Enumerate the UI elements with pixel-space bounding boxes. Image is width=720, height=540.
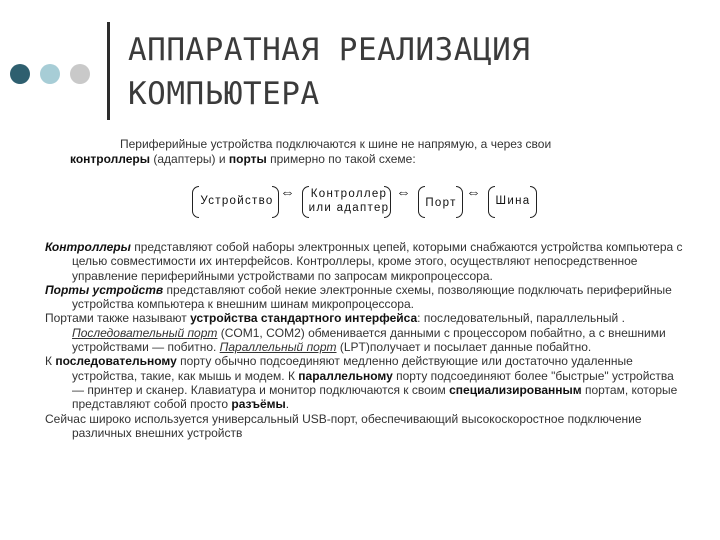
paragraph-text: порту обычно подсоединяют медленно действующие или достаточно удаленные устройства, такие, как мышь и модем. К bbox=[72, 354, 633, 383]
intro-text bbox=[70, 137, 670, 167]
dot-gray bbox=[70, 64, 90, 84]
bracket-right bbox=[384, 186, 391, 218]
diagram-device: Устройство bbox=[200, 195, 274, 207]
connection-diagram bbox=[0, 186, 720, 222]
dot-light-blue bbox=[40, 64, 60, 84]
paragraph-usb bbox=[45, 412, 685, 441]
body-text bbox=[45, 240, 685, 440]
term-standard-interface: устройства стандартного интерфейса bbox=[190, 311, 418, 326]
paragraph-controllers bbox=[45, 240, 685, 283]
intro-bold-controllers: контроллеры bbox=[70, 152, 151, 166]
paragraph-standard-interface bbox=[45, 311, 685, 354]
intro-line-2 bbox=[70, 152, 670, 167]
term-serial-port: Последовательный порт bbox=[72, 325, 218, 340]
paragraph-text: порту подсоединяют более "быстрые" устройства — принтер и сканер. Клавиатура и монитор подключаются к своим bbox=[72, 368, 674, 397]
paragraph-text: представляют собой некие электронные схемы, позволяющие подключать периферийные устройства компьютера к внешним шинам микропроцессора. bbox=[72, 282, 672, 312]
term-controllers: Контроллеры bbox=[45, 240, 131, 254]
intro-text-2: (адаптеры) и bbox=[150, 152, 229, 166]
term-specialized: специализированным bbox=[449, 382, 582, 397]
intro-bold-ports: порты bbox=[228, 152, 267, 166]
double-arrow-icon: ⇔ bbox=[280, 184, 295, 201]
paragraph-text: . bbox=[285, 397, 290, 412]
paragraph-text: Сейчас широко используется универсальный USB-порт, обеспечивающий высокоскоростное подключение различных внешних устройств bbox=[45, 411, 642, 440]
paragraph-text: представляют собой наборы электронных цепей, которыми снабжаются устройства компьютера с целью совместимости их интерфейсов. Контроллеры, кроме этого, осуществляют непосредственное управление периферийными устройствами по запросам микропроцессора. bbox=[72, 240, 683, 283]
double-arrow-icon: ⇔ bbox=[396, 184, 411, 201]
title-line-2: КОМПЬЮТЕРА bbox=[128, 76, 320, 112]
term-serial: последовательному bbox=[55, 354, 177, 369]
paragraph-text: К bbox=[45, 354, 56, 369]
bracket-right bbox=[530, 186, 537, 218]
term-device-ports: Порты устройств bbox=[45, 282, 164, 297]
term-parallel: параллельному bbox=[298, 368, 393, 383]
diagram-controller bbox=[306, 187, 392, 215]
bracket-right bbox=[272, 186, 279, 218]
paragraph-text: : последовательный, параллельный . bbox=[417, 311, 625, 326]
diagram-controller-line-1: Контроллер bbox=[310, 188, 388, 200]
page-title bbox=[128, 28, 530, 116]
intro-line-1: Периферийные устройства подключаются к шине не напрямую, а через свои bbox=[120, 137, 552, 151]
dot-dark bbox=[10, 64, 30, 84]
paragraph-serial-parallel bbox=[45, 354, 685, 411]
paragraph-text: (COM1, COM2) обменивается данными с процессором побайтно, а с внешними устройствами — побитно. bbox=[72, 325, 666, 355]
term-connectors: разъёмы bbox=[231, 397, 286, 412]
paragraph-text: (LPT)получает и посылает данные побайтно. bbox=[336, 340, 592, 355]
title-divider bbox=[107, 22, 110, 120]
decorative-dots bbox=[10, 62, 100, 86]
diagram-controller-line-2: или адаптер bbox=[308, 202, 390, 214]
title-line-1: АППАРАТНАЯ РЕАЛИЗАЦИЯ bbox=[128, 32, 531, 68]
paragraph-text: портам, которые представляют собой просто bbox=[72, 382, 678, 412]
diagram-port: Порт bbox=[425, 197, 457, 209]
term-parallel-port: Параллельный порт bbox=[219, 340, 337, 355]
paragraph-ports bbox=[45, 283, 685, 312]
paragraph-text: Портами также называют bbox=[45, 311, 191, 326]
diagram-bus: Шина bbox=[495, 195, 531, 207]
intro-text-3: примерно по такой схеме: bbox=[266, 152, 416, 166]
double-arrow-icon: ⇔ bbox=[466, 184, 481, 201]
bracket-right bbox=[456, 186, 463, 218]
